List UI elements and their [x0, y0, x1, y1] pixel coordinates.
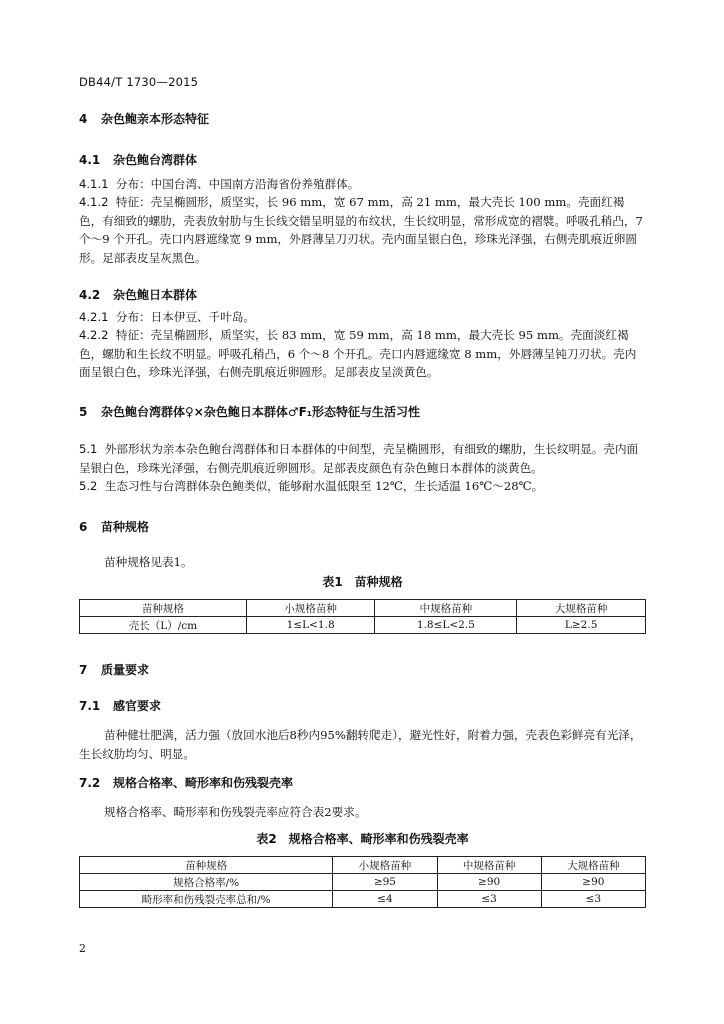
table-cell: ≤3 — [437, 891, 541, 908]
clause-text: 分布：日本伊豆、千叶岛。 — [115, 310, 256, 324]
clause-number: 5.1 — [79, 442, 98, 456]
section-number: 4.2 — [79, 288, 101, 302]
table-row — [80, 617, 646, 634]
clause-number: 5.2 — [79, 479, 98, 493]
clause-number: 4.2.2 — [79, 328, 109, 342]
section-6-heading — [79, 518, 149, 535]
section-title: 杂色鲍台湾群体♀×杂色鲍日本群体♂F₁形态特征与生活习性 — [101, 405, 421, 419]
table-1 — [79, 599, 646, 634]
clause-text: 特征：壳呈椭圆形，质坚实，长 96 mm，宽 67 mm，高 21 mm，最大壳长 100 mm。壳面红褐色，有细致的螺肋，壳表放射肋与生长线交错呈明显的布纹状，生长纹明显，常形成宽的褶襞。呼吸孔稍凸，7 个～9 个开孔。壳口内唇遮缘宽 9 mm，外唇薄呈刀刃状。壳内面呈银白色，珍珠光泽强，右侧壳肌痕近卵圆形。足部表皮呈灰黑色。 — [79, 195, 643, 265]
section-title: 杂色鲍日本群体 — [113, 288, 198, 302]
section-7-2-heading — [79, 774, 293, 791]
header-cell: 小规格苗种 — [246, 600, 375, 617]
paragraph-5-2 — [79, 477, 646, 496]
table-cell: 畸形率和伤残裂壳率总和/% — [80, 891, 333, 908]
paragraph-4-2-1 — [79, 308, 646, 327]
section-number: 7.1 — [79, 699, 101, 713]
header-cell: 小规格苗种 — [333, 857, 437, 874]
paragraph-6: 苗种规格见表1。 — [104, 555, 193, 569]
table-cell: ≤4 — [333, 891, 437, 908]
table-row — [80, 891, 646, 908]
page-number: 2 — [79, 942, 86, 955]
table-row — [80, 874, 646, 891]
table-header-row — [80, 600, 646, 617]
section-title: 质量要求 — [101, 663, 150, 677]
table-cell: ≥90 — [437, 874, 541, 891]
section-title: 规格合格率、畸形率和伤残裂壳率 — [113, 776, 294, 790]
header-cell: 中规格苗种 — [437, 857, 541, 874]
table-cell: 1≤L<1.8 — [246, 617, 375, 634]
section-number: 5 — [79, 405, 88, 419]
table-2 — [79, 856, 646, 908]
table-2-caption: 表2 规格合格率、畸形率和伤残裂壳率 — [256, 832, 469, 846]
section-7-heading — [79, 661, 149, 678]
header-cell: 中规格苗种 — [375, 600, 517, 617]
section-4-1-heading — [79, 151, 197, 168]
clause-number: 4.1.2 — [79, 195, 109, 209]
section-title: 杂色鲍台湾群体 — [113, 153, 198, 167]
section-title: 感官要求 — [113, 699, 162, 713]
section-number: 4 — [79, 112, 88, 126]
clause-text: 特征：壳呈椭圆形，质坚实，长 83 mm，宽 59 mm，高 18 mm，最大壳长 95 mm。壳面淡红褐色，螺肋和生长纹不明显。呼吸孔稍凸，6 个～8 个开孔。壳口内唇遮缘宽 8 mm，外唇薄呈钝刀刃状。壳内面呈银白色，珍珠光泽强，右侧壳肌痕近卵圆形。足部表皮呈淡黄色。 — [79, 328, 637, 379]
section-number: 4.1 — [79, 153, 101, 167]
header-cell: 苗种规格 — [80, 600, 247, 617]
table-cell: L≥2.5 — [517, 617, 646, 634]
section-number: 6 — [79, 520, 88, 534]
paragraph-4-1-1 — [79, 175, 646, 194]
document-id: DB44/T 1730—2015 — [79, 75, 199, 89]
section-4-2-heading — [79, 286, 197, 303]
section-4-heading — [79, 110, 209, 127]
table-cell: ≤3 — [541, 891, 645, 908]
header-cell: 大规格苗种 — [517, 600, 646, 617]
table-cell: ≥95 — [333, 874, 437, 891]
clause-number: 4.1.1 — [79, 177, 109, 191]
paragraph-4-2-2 — [79, 326, 646, 382]
clause-text: 分布：中国台湾、中国南方沿海省份养殖群体。 — [115, 177, 360, 191]
header-cell: 苗种规格 — [80, 857, 333, 874]
section-number: 7 — [79, 663, 88, 677]
paragraph-7-1: 苗种健壮肥满，活力强（放回水池后8秒内95%翻转爬走），避光性好，附着力强，壳表色彩鲜亮有光泽，生长纹肋均匀、明显。 — [79, 728, 642, 761]
section-title: 杂色鲍亲本形态特征 — [101, 112, 210, 126]
clause-text: 外部形状为亲本杂色鲍台湾群体和日本群体的中间型，壳呈椭圆形，有细致的螺肋，生长纹明显。壳内面呈银白色，珍珠光泽强，右侧壳肌痕近卵圆形。足部表皮颜色有杂色鲍日本群体的淡黄色。 — [79, 442, 639, 475]
table-cell: ≥90 — [541, 874, 645, 891]
table-header-row — [80, 857, 646, 874]
section-title: 苗种规格 — [101, 520, 150, 534]
clause-text: 生态习性与台湾群体杂色鲍类似，能够耐水温低限至 12℃，生长适温 16℃～28℃。 — [104, 479, 544, 493]
table-1-caption: 表1 苗种规格 — [322, 575, 403, 589]
paragraph-4-1-2 — [79, 193, 646, 267]
table-cell: 1.8≤L<2.5 — [375, 617, 517, 634]
section-number: 7.2 — [79, 776, 101, 790]
paragraph-7-2: 规格合格率、畸形率和伤残裂壳率应符合表2要求。 — [104, 805, 367, 819]
table-cell: 规格合格率/% — [80, 874, 333, 891]
table-cell: 壳长（L）/cm — [80, 617, 247, 634]
clause-number: 4.2.1 — [79, 310, 109, 324]
paragraph-5-1 — [79, 440, 646, 477]
section-7-1-heading — [79, 697, 161, 714]
header-cell: 大规格苗种 — [541, 857, 645, 874]
section-5-heading — [79, 403, 420, 420]
